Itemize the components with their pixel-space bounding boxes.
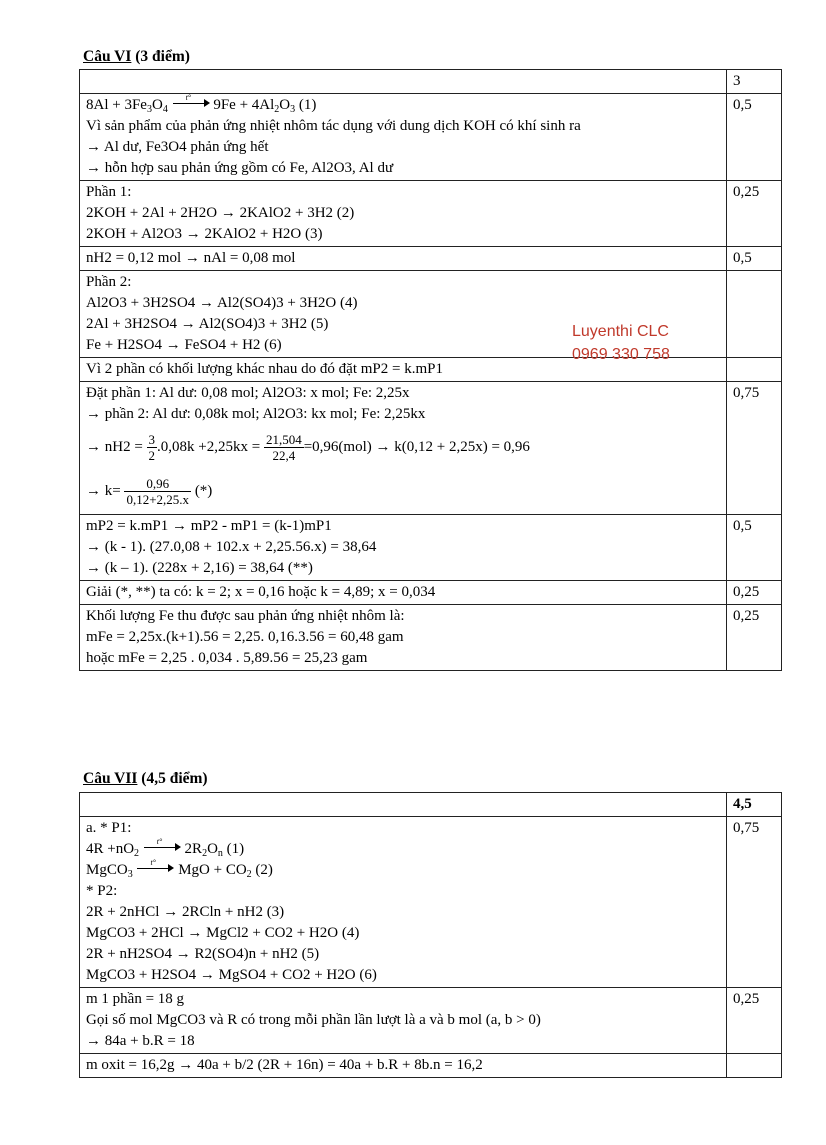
fraction: $\frac{21,504}{22,4}$ — [265, 432, 302, 464]
table-row — [80, 358, 782, 382]
watermark — [572, 320, 670, 366]
equation-3: 2R + 2nHCl → 2RCln + nH2 (3) — [86, 904, 285, 920]
section-title-vi-label: Câu VI — [83, 48, 132, 65]
equation-1: $8Al + 3Fe_3O_4$ t° $9Fe + 4Al_2O_3$ (1) — [86, 93, 317, 115]
equation-4: MgCO3 + 2HCl → MgCl2 + CO2 + H2O (4) — [86, 925, 360, 941]
formula-line: → nH2 = $\frac{3}{2}$ .0,08k +2,25kx = $\frac{21,504}{22,4}$ =0,96(mol) → k(0,12 + 2,25x) = 0,96 — [86, 432, 530, 464]
equation-2: 2KOH + 2Al + 2H2O → 2KAlO2 + 3H2 (2) — [86, 205, 355, 221]
row-score: 0,5 — [727, 515, 782, 581]
text-line: Phần 1: — [86, 184, 132, 200]
row-score: 0,25 — [727, 181, 782, 247]
text-line: Khối lượng Fe thu được sau phản ứng nhiệt nhôm là: — [86, 608, 405, 624]
table-row — [80, 988, 782, 1054]
text-line: mP2 = k.mP1 → mP2 - mP1 = (k-1)mP1 — [86, 518, 332, 534]
row-score: 0,75 — [727, 382, 782, 515]
row-score: 0,25 — [727, 988, 782, 1054]
total-score: 4,5 — [727, 793, 782, 817]
equation-6: Fe + H2SO4 → FeSO4 + H2 (6) — [86, 337, 282, 353]
equation-1: $4R +nO_2$ t° $2R_2O_n$ (1) — [86, 837, 245, 859]
text-line: nH2 = 0,12 mol → nAl = 0,08 mol — [86, 250, 296, 266]
text-line: → hỗn hợp sau phản ứng gồm có Fe, Al2O3, Al dư — [86, 160, 394, 176]
heat-arrow-icon: t° — [172, 98, 210, 108]
text-line: Đặt phần 1: Al dư: 0,08 mol; Al2O3: x mol; Fe: 2,25x — [86, 385, 410, 401]
row-score: 0,75 — [727, 817, 782, 988]
text-line: mFe = 2,25x.(k+1).56 = 2,25. 0,16.3.56 = 60,48 gam — [86, 629, 404, 645]
fraction: $\frac{3}{2}$ — [148, 432, 156, 464]
text-line: m 1 phần = 18 g — [86, 991, 185, 1007]
solution-table-vii — [79, 792, 782, 1078]
total-score: 3 — [727, 70, 782, 94]
section-title-vii-label: Câu VII — [83, 770, 138, 787]
text-line: Gọi số mol MgCO3 và R có trong mỗi phần lần lượt là a và b mol (a, b > 0) — [86, 1012, 541, 1028]
table-row — [80, 94, 782, 181]
text-line: a. * P1: — [86, 820, 132, 836]
table-row — [80, 247, 782, 271]
row-score: 0,25 — [727, 581, 782, 605]
equation-5: 2R + nH2SO4 → R2(SO4)n + nH2 (5) — [86, 946, 320, 962]
section-title-vi — [83, 48, 190, 66]
watermark-line-2: 0969 330 758 — [572, 346, 670, 363]
row-score: 0,25 — [727, 605, 782, 671]
text-line: → Al dư, Fe3O4 phản ứng hết — [86, 139, 269, 155]
table-row — [80, 581, 782, 605]
heat-arrow-icon: t° — [143, 842, 181, 852]
text-line: Vì sản phẩm của phản ứng nhiệt nhôm tác dụng với dung dịch KOH có khí sinh ra — [86, 118, 581, 134]
section-title-vii — [83, 770, 208, 788]
equation-6: MgCO3 + H2SO4 → MgSO4 + CO2 + H2O (6) — [86, 967, 377, 983]
text-line: Vì 2 phần có khối lượng khác nhau do đó đặt mP2 = k.mP1 — [86, 361, 443, 377]
table-row — [80, 515, 782, 581]
fraction: $\frac{0,96}{0,12+2,25.x}$ — [126, 476, 190, 508]
text-line: hoặc mFe = 2,25 . 0,034 . 5,89.56 = 25,23 gam — [86, 650, 368, 666]
text-line: → phần 2: Al dư: 0,08k mol; Al2O3: kx mol; Fe: 2,25kx — [86, 406, 426, 422]
solution-table-vi — [79, 69, 782, 671]
formula-line: → k= $\frac{0,96}{0,12+2,25.x}$ (*) — [86, 476, 213, 508]
text-line: m oxit = 16,2g → 40a + b/2 (2R + 16n) = 40a + b.R + 8b.n = 16,2 — [86, 1057, 483, 1073]
table-row — [80, 181, 782, 247]
text-line: → 84a + b.R = 18 — [86, 1033, 195, 1049]
table-row — [80, 382, 782, 515]
heat-arrow-icon: t° — [136, 863, 174, 873]
equation-4: Al2O3 + 3H2SO4 → Al2(SO4)3 + 3H2O (4) — [86, 295, 358, 311]
table-row — [80, 817, 782, 988]
equation-3: 2KOH + Al2O3 → 2KAlO2 + H2O (3) — [86, 226, 323, 242]
text-line: * P2: — [86, 883, 118, 899]
equation-5: 2Al + 3H2SO4 → Al2(SO4)3 + 3H2 (5) — [86, 316, 329, 332]
text-line: → (k - 1). (27.0,08 + 102.x + 2,25.56.x) = 38,64 — [86, 539, 377, 555]
table-row — [80, 1054, 782, 1078]
equation-2: MgCO$_3$ t° MgO + $CO_2$ (2) — [86, 858, 273, 880]
table-row — [80, 271, 782, 358]
text-line: → (k – 1). (228x + 2,16) = 38,64 (**) — [86, 560, 313, 576]
table-row — [80, 605, 782, 671]
section-title-vi-points: (3 điểm) — [131, 48, 190, 65]
watermark-line-1: Luyenthi CLC — [572, 323, 669, 340]
section-title-vii-points: (4,5 điểm) — [137, 770, 208, 787]
row-score: 0,5 — [727, 94, 782, 181]
text-line: Phần 2: — [86, 274, 132, 290]
text-line: Giải (*, **) ta có: k = 2; x = 0,16 hoặc k = 4,89; x = 0,034 — [86, 584, 436, 600]
table-row — [80, 793, 782, 817]
row-score: 0,5 — [727, 247, 782, 271]
